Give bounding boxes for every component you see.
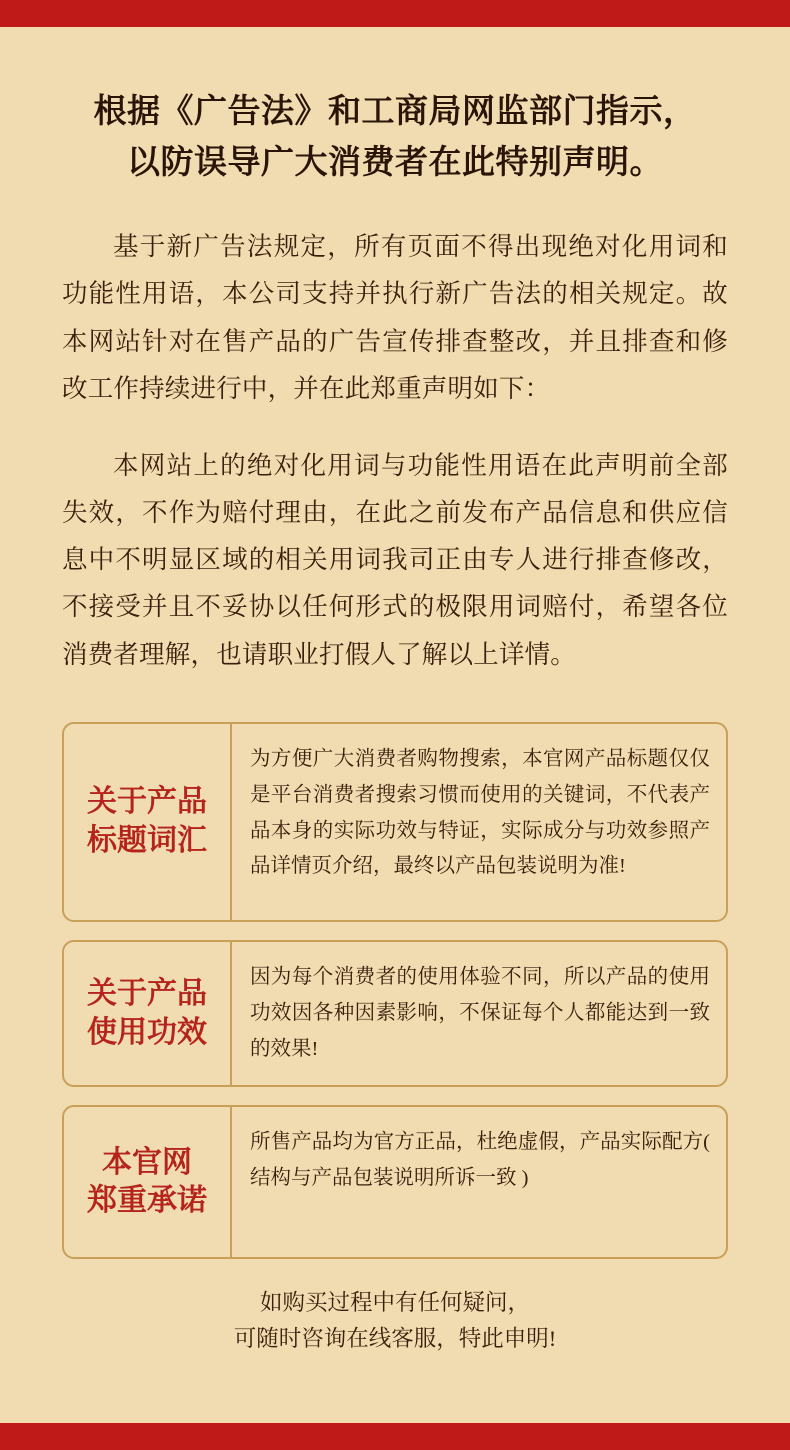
statement-card-description: 为方便广大消费者购物搜索，本官网产品标题仅仅是平台消费者搜索习惯而使用的关键词，不代表产品本身的实际功效与特证，实际成分与功效参照产品详情页介绍，最终以产品包装说明为准! xyxy=(250,747,710,878)
disclaimer-paragraph-1: 基于新广告法规定，所有页面不得出现绝对化用词和功能性用语，本公司支持并执行新广告法的相关规定。故本网站针对在售产品的广告宣传排查整改，并且排查和修改工作持续进行中，并在此郑重声明如下： xyxy=(62,232,728,403)
statement-card-product-efficacy xyxy=(62,940,728,1088)
statement-card-product-title-wording xyxy=(62,722,728,922)
page-title xyxy=(62,27,728,189)
statement-card-title xyxy=(64,942,232,1086)
statement-card-title xyxy=(64,724,232,920)
statement-card-title-line-1: 关于产品 xyxy=(87,977,207,1011)
disclaimer-panel xyxy=(0,27,790,1423)
footer-note xyxy=(62,1285,728,1357)
page-title-line-2: 以防误导广大消费者在此特别声明。 xyxy=(127,145,663,182)
footer-note-line-2: 可随时咨询在线客服，特此申明! xyxy=(233,1326,557,1352)
page-title-line-1: 根据《广告法》和工商局网监部门指示， xyxy=(93,94,697,130)
statement-card-title-line-2: 标题词汇 xyxy=(87,823,207,857)
statement-card-title xyxy=(64,1107,232,1257)
footer-note-line-1: 如购买过程中有任何疑问， xyxy=(259,1290,530,1316)
statement-card-description: 因为每个消费者的使用体验不同，所以产品的使用功效因各种因素影响，不保证每个人都能达到一致的效果! xyxy=(250,965,710,1060)
statement-card-list xyxy=(62,722,728,1260)
disclaimer-paragraph-2: 本网站上的绝对化用词与功能性用语在此声明前全部失效，不作为赔付理由，在此之前发布产品信息和供应信息中不明显区域的相关用词我司正由专人进行排查修改，不接受并且不妥协以任何形式的极限用词赔付，希望各位消费者理解，也请职业打假人了解以上详情。 xyxy=(62,450,728,669)
statement-card-description: 所售产品均为官方正品，杜绝虚假，产品实际配方( 结构与产品包装说明所诉一致 ) xyxy=(250,1131,710,1190)
statement-card-official-promise xyxy=(62,1105,728,1259)
statement-card-title-line-2: 使用功效 xyxy=(87,1015,207,1049)
statement-card-title-line-1: 本官网 xyxy=(102,1146,192,1180)
statement-card-title-line-1: 关于产品 xyxy=(87,785,207,819)
statement-card-title-line-2: 郑重承诺 xyxy=(87,1184,207,1218)
